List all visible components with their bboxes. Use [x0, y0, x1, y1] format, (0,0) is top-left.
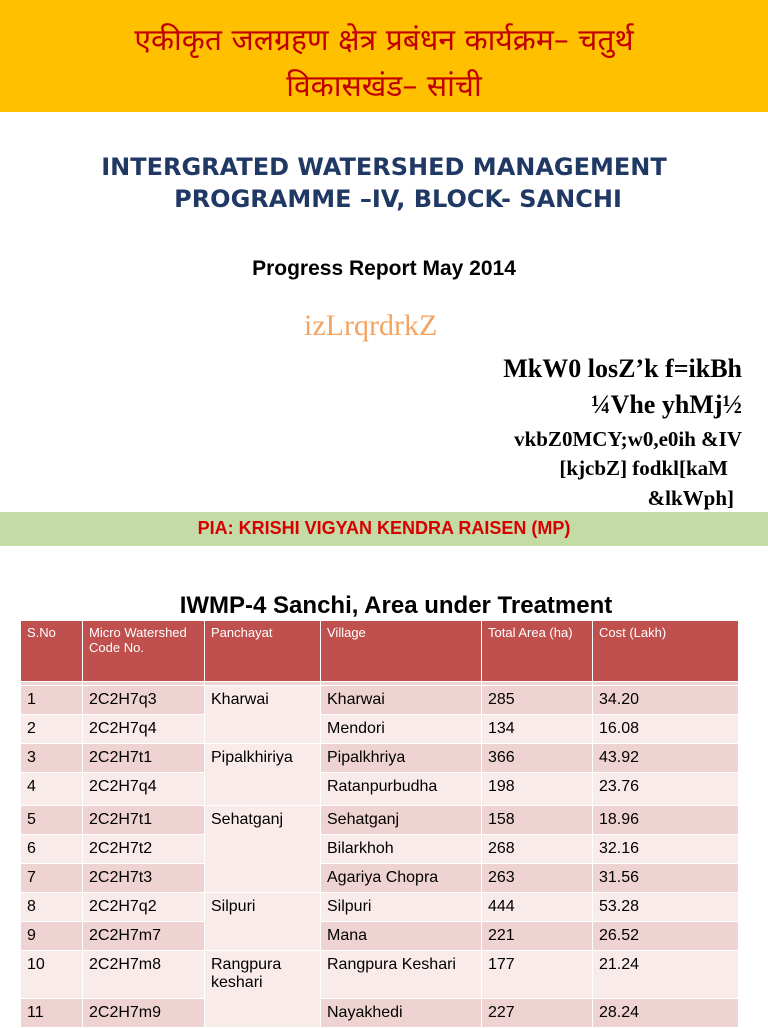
cell-sno: 6	[21, 835, 83, 864]
cell-cost: 28.24	[593, 999, 739, 1028]
cell-cost: 16.08	[593, 715, 739, 744]
cell-village: Pipalkhriya	[321, 744, 482, 773]
cell-area: 444	[482, 893, 593, 922]
header-sno: S.No	[21, 621, 83, 682]
cell-code: 2C2H7m7	[83, 922, 205, 951]
cell-sno: 1	[21, 686, 83, 715]
cell-area: 366	[482, 744, 593, 773]
cell-cost: 23.76	[593, 773, 739, 806]
cell-area: 177	[482, 951, 593, 999]
cell-cost: 43.92	[593, 744, 739, 773]
cell-sno: 7	[21, 864, 83, 893]
cell-cost: 31.56	[593, 864, 739, 893]
cell-village: Kharwai	[321, 686, 482, 715]
cell-village: Bilarkhoh	[321, 835, 482, 864]
cell-sno: 4	[21, 773, 83, 806]
cell-panchayat: Pipalkhiriya	[205, 744, 321, 806]
table-row	[21, 835, 739, 864]
cell-area: 268	[482, 835, 593, 864]
cell-sno: 2	[21, 715, 83, 744]
english-title-line-2: PROGRAMME –IV, BLOCK- SANCHI	[174, 185, 622, 213]
cell-code: 2C2H7q2	[83, 893, 205, 922]
cell-area: 198	[482, 773, 593, 806]
cell-sno: 10	[21, 951, 83, 999]
cell-sno: 3	[21, 744, 83, 773]
cell-village: Silpuri	[321, 893, 482, 922]
cell-code: 2C2H7m8	[83, 951, 205, 999]
cell-sno: 5	[21, 806, 83, 835]
cell-code: 2C2H7m9	[83, 999, 205, 1028]
cell-village: Mendori	[321, 715, 482, 744]
cell-code: 2C2H7q4	[83, 715, 205, 744]
table-row	[21, 773, 739, 806]
cell-code: 2C2H7t1	[83, 744, 205, 773]
cell-village: Agariya Chopra	[321, 864, 482, 893]
header-panchayat: Panchayat	[205, 621, 321, 682]
hindi-title-line-1: एकीकृत जलग्रहण क्षेत्र प्रबंधन कार्यक्रम– चतुर्थ	[134, 23, 634, 58]
encoded-line-3: vkbZ0MCY;w0,e0ih &IV	[514, 427, 742, 451]
cell-village: Ratanpurbudha	[321, 773, 482, 806]
cell-panchayat: Rangpura keshari	[205, 951, 321, 1028]
cell-village: Sehatganj	[321, 806, 482, 835]
table-row	[21, 686, 739, 715]
table-title: IWMP-4 Sanchi, Area under Treatment	[179, 592, 613, 619]
english-title-line-1: INTERGRATED WATERSHED MANAGEMENT	[101, 153, 667, 181]
table-row	[21, 806, 739, 835]
table-row	[21, 922, 739, 951]
progress-report-heading: Progress Report May 2014	[252, 257, 516, 280]
table-row	[21, 893, 739, 922]
cell-cost: 32.16	[593, 835, 739, 864]
cell-cost: 53.28	[593, 893, 739, 922]
cell-sno: 9	[21, 922, 83, 951]
encoded-heading: izLrqrdrkZ	[304, 309, 438, 342]
cell-area: 285	[482, 686, 593, 715]
treatment-area-table	[20, 620, 739, 1028]
table-row	[21, 744, 739, 773]
encoded-line-4: [kjcbZ] fodkl[kaM	[559, 456, 728, 480]
cell-sno: 8	[21, 893, 83, 922]
cell-cost: 18.96	[593, 806, 739, 835]
table-row	[21, 864, 739, 893]
pia-label: PIA: KRISHI VIGYAN KENDRA RAISEN (MP)	[197, 518, 571, 538]
cell-code: 2C2H7t2	[83, 835, 205, 864]
cell-village: Rangpura Keshari	[321, 951, 482, 999]
table-row	[21, 951, 739, 999]
cell-code: 2C2H7t1	[83, 806, 205, 835]
cell-code: 2C2H7t3	[83, 864, 205, 893]
table-row	[21, 715, 739, 744]
cell-cost: 21.24	[593, 951, 739, 999]
header-area: Total Area (ha)	[482, 621, 593, 682]
hindi-title-line-2: विकासखंड– सांची	[286, 69, 482, 104]
cell-code: 2C2H7q3	[83, 686, 205, 715]
header-code: Micro Watershed Code No.	[83, 621, 205, 682]
cell-area: 263	[482, 864, 593, 893]
cell-area: 221	[482, 922, 593, 951]
cell-cost: 34.20	[593, 686, 739, 715]
table-row	[21, 999, 739, 1028]
cell-cost: 26.52	[593, 922, 739, 951]
cell-area: 158	[482, 806, 593, 835]
cell-village: Mana	[321, 922, 482, 951]
encoded-line-2: ¼Vhe yhMj½	[591, 390, 742, 419]
cell-panchayat: Kharwai	[205, 686, 321, 744]
cell-panchayat: Silpuri	[205, 893, 321, 951]
header-cost: Cost (Lakh)	[593, 621, 739, 682]
encoded-line-5: &lkWph]	[647, 486, 734, 510]
cell-village: Nayakhedi	[321, 999, 482, 1028]
header-village: Village	[321, 621, 482, 682]
encoded-line-1: MkW0 losZ’k f=ikBh	[503, 354, 742, 383]
cell-panchayat: Sehatganj	[205, 806, 321, 893]
cell-sno: 11	[21, 999, 83, 1028]
cell-area: 227	[482, 999, 593, 1028]
cell-area: 134	[482, 715, 593, 744]
cell-code: 2C2H7q4	[83, 773, 205, 806]
table-header-row	[21, 621, 739, 682]
